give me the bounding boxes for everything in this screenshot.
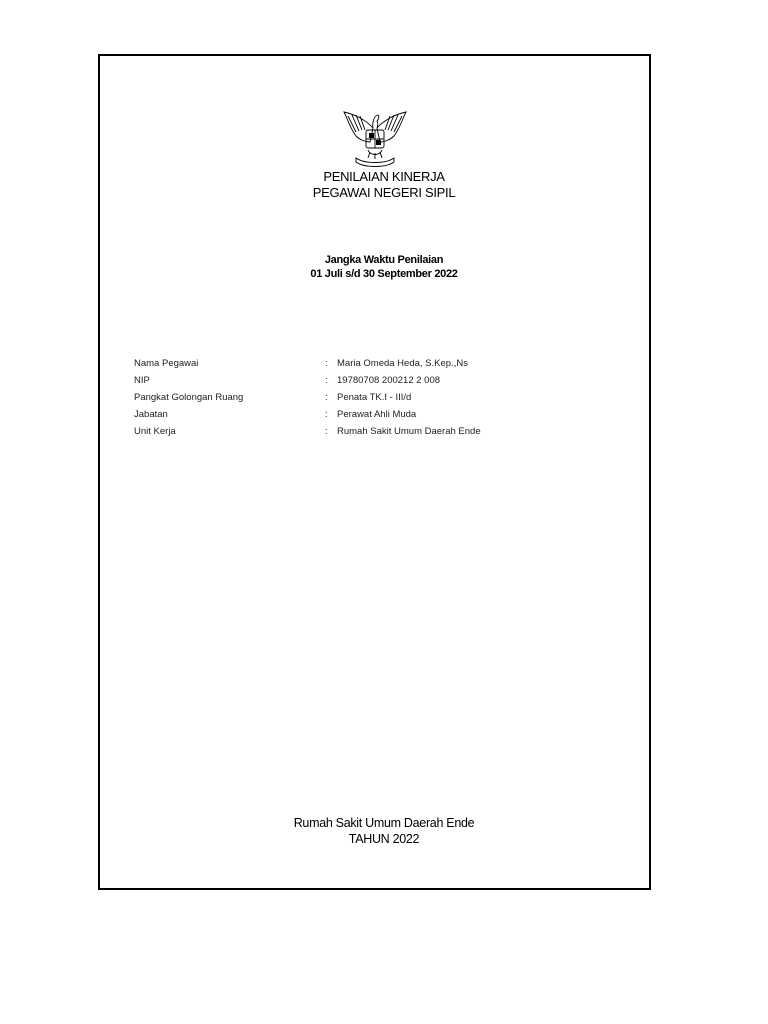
- field-separator: :: [325, 375, 328, 386]
- institution-name: Rumah Sakit Umum Daerah Ende: [293, 816, 475, 830]
- employee-row-name: [134, 355, 481, 372]
- document-title: PENILAIAN KINERJA: [323, 169, 445, 184]
- field-separator: :: [325, 426, 328, 437]
- employee-row-rank: [134, 389, 481, 406]
- document-subtitle: PEGAWAI NEGERI SIPIL: [312, 185, 456, 200]
- field-label: Nama Pegawai: [134, 358, 199, 369]
- document-year: TAHUN 2022: [348, 832, 420, 846]
- field-separator: :: [325, 409, 328, 420]
- employee-row-unit: [134, 423, 481, 440]
- field-label: NIP: [134, 375, 150, 386]
- field-value: Rumah Sakit Umum Daerah Ende: [337, 426, 481, 437]
- employee-info-table: [134, 355, 481, 440]
- assessment-period-value: 01 Juli s/d 30 September 2022: [310, 268, 458, 280]
- field-label: Unit Kerja: [134, 426, 176, 437]
- field-value: Perawat Ahli Muda: [337, 409, 417, 420]
- employee-row-position: [134, 406, 481, 423]
- employee-row-nip: [134, 372, 481, 389]
- field-value: Penata TK.I - III/d: [337, 392, 412, 403]
- field-value: 19780708 200212 2 008: [337, 375, 441, 386]
- field-value: Maria Omeda Heda, S.Kep.,Ns: [337, 358, 468, 369]
- assessment-period-label: Jangka Waktu Penilaian: [324, 254, 444, 266]
- garuda-emblem-icon: [340, 106, 410, 172]
- field-label: Pangkat Golongan Ruang: [134, 392, 244, 403]
- field-separator: :: [325, 392, 328, 403]
- field-separator: :: [325, 358, 328, 369]
- field-label: Jabatan: [134, 409, 168, 420]
